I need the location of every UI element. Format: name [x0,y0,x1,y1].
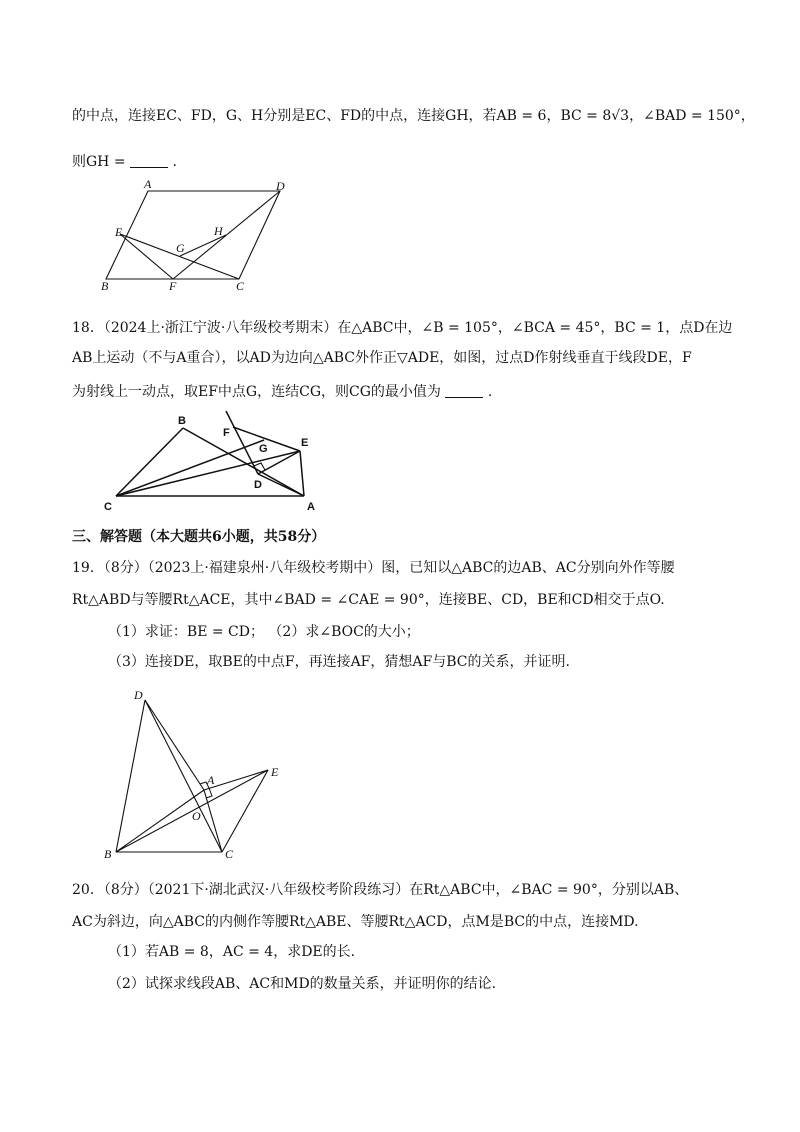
q19-text-line-3: （1）求证：BE = CD； （2）求∠BOC的大小； [108,624,420,640]
q17-text-line-1: 的中点，连接EC、FD，G、H分别是EC、FD的中点，连接GH，若AB = 6，BC = 8√3，∠BAD = 150°， [72,108,755,124]
fig1-label-G: G [176,241,185,255]
q19-text-line-2: Rt△ABD与等腰Rt△ACE，其中∠BAD = ∠CAE = 90°，连接BE、CD，BE和CD相交于点O. [72,592,665,608]
q20-text-line-2: AC为斜边，向△ABC的内侧作等腰Rt△ABE、等腰Rt△ACD，点M是BC的中点，连接MD. [72,914,639,930]
fig1-label-C: C [236,279,245,293]
fig1-label-H: H [214,224,223,238]
fig3-label-E: E [271,765,279,779]
q20-text-line-3: （1）若AB = 8，AC = 4，求DE的长. [108,944,356,960]
fig2-label-E: E [301,437,309,449]
q20-text-line-4: （2）试探求线段AB、AC和MD的数量关系，并证明你的结论. [108,976,497,992]
fig2-label-C: C [104,501,112,513]
fig2-label-B: B [178,415,186,427]
segment-DA [145,700,204,790]
q18-line-3-suffix: . [487,384,493,400]
fig1-label-F: F [169,279,177,293]
fig3-label-A: A [207,773,215,787]
fig3-label-D: D [134,688,143,702]
q18-text-line-1: 18．（2024上·浙江宁波·八年级校考期末）在△ABC中，∠B = 105°，∠BCA = 45°，BC = 1，点D在边 [72,320,733,336]
fig1-label-B: B [101,279,109,293]
fig2-label-D: D [254,479,262,491]
fig1-label-E: E [115,225,123,239]
q18-text-line-2: AB上运动（不与A重合），以AD为边向△ABC外作正▽ADE，如图，过点D作射线垂直于线段DE，F [72,350,692,366]
fig2-label-A: A [307,501,315,513]
segment-BA [116,790,204,852]
fig3-label-O: O [192,809,201,823]
q19-text-line-1: 19．（8分）（2023上·福建泉州·八年级校考期中）图，已知以△ABC的边AB、AC分别向外作等腰 [72,560,675,576]
q19-text-line-4: （3）连接DE，取BE的中点F，再连接AF，猜想AF与BC的关系，并证明. [108,654,570,670]
fig3-label-B: B [104,847,112,861]
q20-text-line-1: 20．（8分）（2021下·湖北武汉·八年级校考阶段练习）在Rt△ABC中，∠BAC = 90°，分别以AB、 [72,882,689,898]
segment-DB [116,700,145,852]
fig2-label-G: G [259,443,268,455]
section-3-title: 三、解答题（本大题共6小题，共58分） [72,529,326,545]
fig1-label-D: D [276,179,285,193]
fig1-label-A: A [144,177,152,191]
q17-line-2-prefix: 则GH = [72,154,126,170]
q17-line-2-suffix: . [172,154,177,170]
fig2-label-F: F [223,427,230,439]
fig3-label-C: C [225,847,234,861]
q18-line-3-prefix: 为射线上一动点，取EF中点G，连结CG，则CG的最小值为 [72,384,441,400]
